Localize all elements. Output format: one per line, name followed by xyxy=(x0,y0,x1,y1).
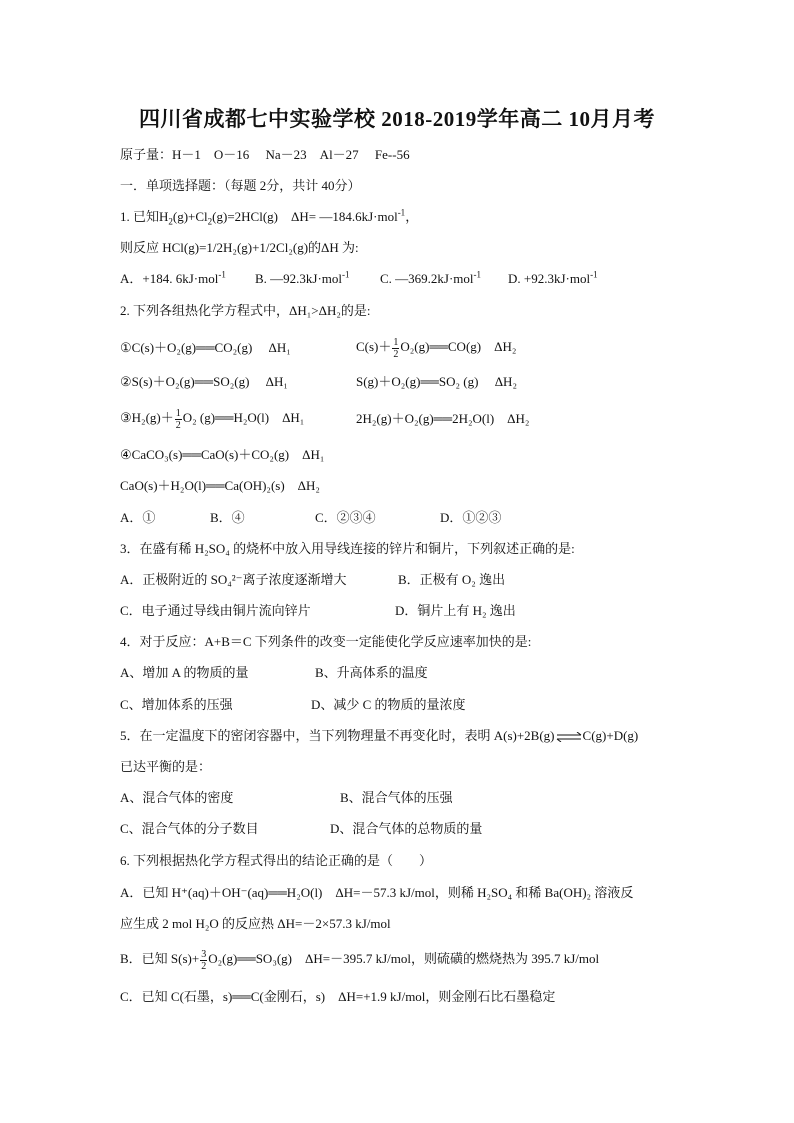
q2-option-b[interactable]: B．④ xyxy=(210,510,245,525)
fraction-half: $\frac{1}{2}$ xyxy=(393,336,399,360)
q5-option-c[interactable]: C、混合气体的分子数目 xyxy=(120,821,259,836)
exam-title: 四川省成都七中实验学校 2018-2019学年高二 10月月考 xyxy=(139,107,655,131)
q2-eq1a: ①C(s)＋O₂(g)══CO₂(g) ΔH₁ xyxy=(120,340,291,355)
q2-option-a[interactable]: A．① xyxy=(120,510,156,525)
q2-option-d[interactable]: D．①②③ xyxy=(440,510,502,525)
q2-eq4a: ④CaCO₃(s)══CaO(s)＋CO₂(g) ΔH₁ xyxy=(120,447,325,462)
q6-option-a[interactable]: A．已知 H⁺(aq)＋OH⁻(aq)══H₂O(l) ΔH=－57.3 kJ/mol，则稀 H₂SO₄ 和稀 Ba(OH)₂ 溶液反 xyxy=(120,885,634,900)
q4-option-b[interactable]: B、升高体系的温度 xyxy=(315,665,428,680)
q2-eq1b: C(s)＋ $\frac{1}{2}$ O₂(g)══CO(g) ΔH₂ xyxy=(356,336,517,360)
q4-stem: 4．对于反应：A+B＝C 下列条件的改变一定能使化学反应速率加快的是: xyxy=(120,634,532,649)
q6-stem: 6. 下列根据热化学方程式得出的结论正确的是（ ） xyxy=(120,853,433,868)
q1-option-d[interactable]: D. +92.3kJ·mol$^{-1}$ xyxy=(508,269,598,286)
q3-option-d[interactable]: D．铜片上有 H₂ 逸出 xyxy=(395,603,516,618)
q3-option-b[interactable]: B．正极有 O₂ 逸出 xyxy=(398,572,506,587)
q5-line2: 已达平衡的是： xyxy=(120,759,212,774)
q2-eq2a: ②S(s)＋O₂(g)══SO₂(g) ΔH₁ xyxy=(120,374,288,389)
q4-option-c[interactable]: C、增加体系的压强 xyxy=(120,697,233,712)
q6-option-c[interactable]: C．已知 C(石墨，s)══C(金刚石，s) ΔH=+1.9 kJ/mol，则金刚石比石墨稳定 xyxy=(120,989,556,1004)
fraction-half: $\frac{1}{2}$ xyxy=(175,407,181,431)
q5-option-b[interactable]: B、混合气体的压强 xyxy=(340,790,453,805)
q2-eq3b: 2H₂(g)＋O₂(g)══2H₂O(l) ΔH₂ xyxy=(356,411,530,426)
q2-stem: 2. 下列各组热化学方程式中，ΔH₁>ΔH₂的是: xyxy=(120,303,371,318)
q6-option-a-cont: 应生成 2 mol H₂O 的反应热 ΔH=－2×57.3 kJ/mol xyxy=(120,916,391,931)
q4-option-a[interactable]: A、增加 A 的物质的量 xyxy=(120,665,249,680)
q1-line2: 则反应 HCl(g)=1/2H₂(g)+1/2Cl₂(g)的ΔH 为: xyxy=(120,240,359,255)
q1-option-c[interactable]: C. —369.2kJ·mol$^{-1}$ xyxy=(380,269,482,286)
atomic-mass-line: 原子量：H－1 O－16 Na－23 Al－27 Fe--56 xyxy=(120,147,410,162)
q5-option-d[interactable]: D、混合气体的总物质的量 xyxy=(330,821,483,836)
q3-stem: 3．在盛有稀 H₂SO₄ 的烧杯中放入用导线连接的锌片和铜片，下列叙述正确的是: xyxy=(120,541,575,556)
section-heading: 一．单项选择题：（每题 2分，共计 40分） xyxy=(120,178,361,193)
q5-stem: 5．在一定温度下的密闭容器中，当下列物理量不再变化时，表明 A(s)+2B(g) C(g)+D(g) xyxy=(120,728,639,743)
q1-option-a[interactable]: A．+184. 6kJ·mol$^{-1}$ xyxy=(120,269,226,286)
q1-option-b[interactable]: B. —92.3kJ·mol$^{-1}$ xyxy=(255,269,350,286)
q6-option-b[interactable]: B．已知 S(s)+ $\frac{3}{2}$ O₂(g)══SO₃(g) ΔH=－395.7 kJ/mol，则硫磺的燃烧热为 395.7 kJ/mol xyxy=(120,948,600,972)
q1-stem: 1. 已知$H_2(g)+Cl_2(g)=2HCl(g)$ ΔH= —184.6kJ·mol$^{-1}$， xyxy=(120,207,419,227)
fraction-three-halves: $\frac{3}{2}$ xyxy=(201,948,207,972)
equilibrium-arrow-icon xyxy=(556,732,582,742)
q5-option-a[interactable]: A、混合气体的密度 xyxy=(120,790,234,805)
q3-option-c[interactable]: C．电子通过导线由铜片流向锌片 xyxy=(120,603,311,618)
q4-option-d[interactable]: D、减少 C 的物质的量浓度 xyxy=(311,697,466,712)
q2-option-c[interactable]: C．②③④ xyxy=(315,510,376,525)
q2-eq4b: CaO(s)＋H₂O(l)══Ca(OH)₂(s) ΔH₂ xyxy=(120,478,320,493)
q2-eq3a: ③H₂(g)＋ $\frac{1}{2}$ O₂ (g)══H₂O(l) ΔH₁ xyxy=(120,407,305,431)
q3-option-a[interactable]: A．正极附近的 SO₄²⁻离子浓度逐渐增大 xyxy=(120,572,347,587)
q2-eq2b: S(g)＋O₂(g)══SO₂ (g) ΔH₂ xyxy=(356,374,517,389)
